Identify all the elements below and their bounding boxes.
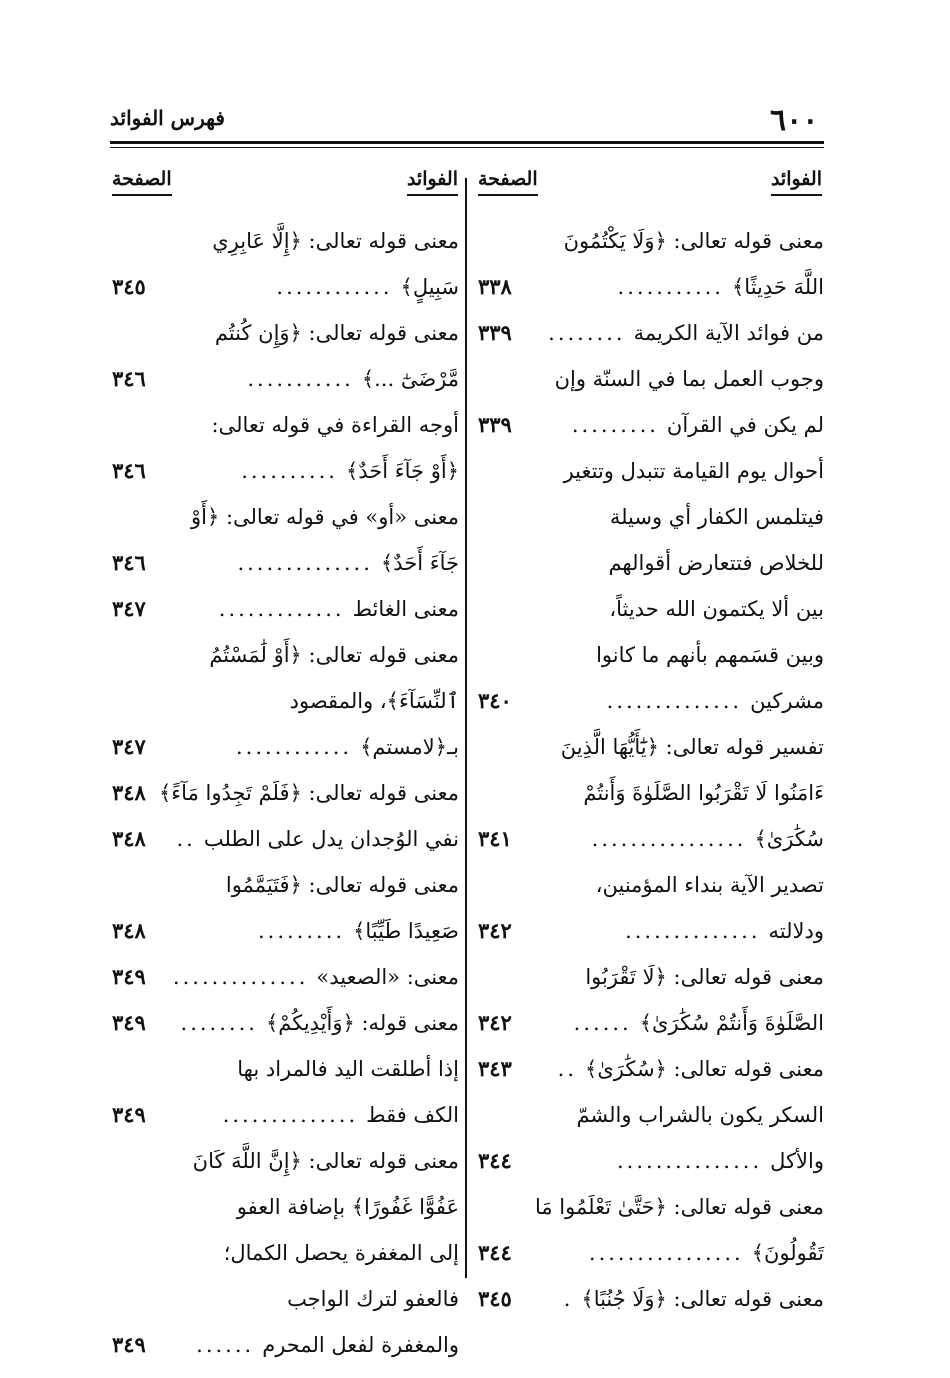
entry-text: بين ألا يكتمون الله حديثاً، [609,597,824,621]
index-entry-line [112,1138,459,1184]
leader-dots: ......... [571,413,659,437]
entry-page-number: ٣٤٩ [112,1010,146,1035]
leader-dots: .............. [606,689,743,713]
index-entry-line [478,310,824,356]
index-entry-line [478,586,824,632]
leader-dots: ...... [573,1011,632,1035]
leader-dots: ............ [276,275,393,299]
index-entry-line [478,770,824,816]
index-entry-line [478,540,824,586]
leader-dots: .. [176,827,196,851]
index-entry-line [112,1276,459,1322]
leader-dots: ................ [591,827,747,851]
entry-text: عَفُوًّا غَفُورًا﴾ بإضافة العفو [236,1195,459,1219]
index-entry-line [478,1000,824,1046]
entry-text: للخلاص فتتعارض أقوالهم [608,551,824,575]
entry-page-number: ٣٤٢ [478,1010,512,1035]
leader-dots: .......... [241,459,338,483]
entry-page-number: ٣٤٥ [112,274,146,299]
entry-text: أحوال يوم القيامة تتبدل وتتغير [563,459,824,483]
index-entry-line [112,816,459,862]
entry-text: بـ﴿لامستم﴾ [360,735,459,759]
page-number: ٦٠٠ [770,103,819,138]
index-entry-line [112,632,459,678]
index-entry-line [112,862,459,908]
entry-page-number: ٣٤٩ [112,964,146,989]
index-entry-line [112,586,459,632]
leader-dots: ................ [588,1241,744,1265]
entry-text: لم يكن في القرآن [666,413,824,437]
index-entry-line [478,954,824,1000]
entry-text: معنى قوله تعالى: ﴿أَوْ لَٰمَسْتُمُ [209,643,459,667]
entry-text: والمغفرة لفعل المحرم [262,1333,459,1357]
index-entry-line [112,678,459,724]
entry-text: معنى قوله تعالى: ﴿وَإِن كُنتُم [214,321,459,345]
leader-dots: .............. [237,551,373,575]
entry-text: جَآءَ أَحَدٌ﴾ [380,551,459,575]
leader-dots: .............. [172,965,309,989]
entry-text: نفي الوُجدان يدل على الطلب [203,827,459,851]
entry-page-number: ٣٤٦ [112,366,146,391]
index-entry-line [112,264,459,310]
index-entry-line [478,448,824,494]
index-entry-line [112,1046,459,1092]
entry-text: وجوب العمل بما في السنّة وإن [554,367,824,391]
leader-dots: ............. [218,597,345,621]
leader-dots: ......... [257,919,346,943]
index-entry-line [478,862,824,908]
entry-page-number: ٣٤٩ [112,1102,146,1127]
index-entry-line [112,1230,459,1276]
index-entry-line [112,770,459,816]
entry-text: الكف فقط [366,1103,459,1127]
entry-text: سُكَٰرَىٰ﴾ [754,827,824,851]
entry-page-number: ٣٤٠ [478,688,512,713]
entry-page-number: ٣٤٨ [112,780,146,805]
leader-dots: ............ [236,735,353,759]
index-entry-line [112,402,459,448]
entry-page-number: ٣٤٣ [478,1056,512,1081]
entry-text: معنى قوله تعالى: ﴿فَلَمْ تَجِدُوا مَآءً﴾ [159,781,459,805]
leader-dots: ...... [196,1333,255,1357]
index-entry-line [478,1138,824,1184]
index-entry-line [478,678,824,724]
entry-text: معنى قوله تعالى: ﴿وَلَا يَكْتُمُونَ [563,229,824,253]
index-entry-line [478,1092,824,1138]
right-column-heading-topic: الفوائد [771,168,822,196]
entry-text: مشركين [750,689,824,713]
index-entry-line [478,1230,824,1276]
index-entry-line [112,356,459,402]
entry-text: سَبِيلٍ﴾ [400,275,459,299]
leader-dots: .. [557,1057,578,1081]
entry-page-number: ٣٤٨ [112,826,146,851]
index-entry-line [112,448,459,494]
entry-text: معنى قوله تعالى: ﴿وَلَا جُنُبًا﴾ [581,1287,824,1311]
index-entry-line [478,908,824,954]
running-title: فهرس الفوائد [110,106,225,130]
entry-text: معنى «أو» في قوله تعالى: ﴿أَوْ [191,505,459,529]
entry-text: ودلالته [768,919,824,943]
entry-page-number: ٣٤٧ [112,734,146,759]
entry-page-number: ٣٤٦ [112,550,146,575]
index-entry-line [478,632,824,678]
entry-text: فيتلمس الكفار أي وسيلة [609,505,824,529]
index-entry-line [478,402,824,448]
index-entry-line [112,954,459,1000]
leader-dots: ........ [548,321,626,345]
right-column-heading-page: الصفحة [478,168,538,196]
index-entry-line [112,1184,459,1230]
index-entry-line [478,494,824,540]
leader-dots: .............. [625,919,761,943]
entry-text: تَقُولُونَ﴾ [751,1241,824,1265]
index-entry-line [112,540,459,586]
entry-text: السكر يكون بالشراب والشمّ [576,1103,824,1127]
entry-page-number: ٣٣٨ [478,274,512,299]
entry-text: الصَّلَوٰةَ وَأَنتُمْ سُكَٰرَىٰ﴾ [639,1011,824,1035]
entry-page-number: ٣٤١ [478,826,512,851]
index-entry-line [112,1092,459,1138]
leader-dots: ........... [247,367,354,391]
entry-text: معنى قوله تعالى: ﴿إِنَّ اللَّهَ كَانَ [192,1149,459,1173]
entry-text: معنى الغائط [352,597,459,621]
entry-page-number: ٣٤٨ [112,918,146,943]
entry-text: معنى قوله: ﴿وَأَيْدِيكُمْ﴾ [265,1011,459,1035]
entry-text: معنى قوله تعالى: ﴿سُكَٰرَىٰ﴾ [585,1057,824,1081]
header-rule-thick [110,141,824,144]
entry-text: اللَّهَ حَدِيثًا﴾ [731,275,824,299]
entry-text: ﴿أَوْ جَآءَ أَحَدٌ﴾ [345,459,459,483]
entry-page-number: ٣٤٦ [112,458,146,483]
leader-dots: ........... [617,275,724,299]
entry-text: وبين قسَمهم بأنهم ما كانوا [596,643,824,667]
leader-dots: ........ [180,1011,258,1035]
entry-text: والأكل [770,1149,824,1173]
index-entry-line [478,1184,824,1230]
entry-text: إذا أطلقت اليد فالمراد بها [237,1057,459,1081]
left-column [112,218,459,1368]
index-entry-line [112,310,459,356]
index-entry-line [112,218,459,264]
entry-text: معنى قوله تعالى: ﴿لَا تَقْرَبُوا [585,965,824,989]
index-entry-line [478,264,824,310]
entry-page-number: ٣٣٩ [478,320,512,345]
entry-text: إلى المغفرة يحصل الكمال؛ [223,1241,459,1265]
entry-text: ءَامَنُوا لَا تَقْرَبُوا الصَّلَوٰةَ وَأَنتُمْ [583,781,824,805]
leader-dots: .............. [222,1103,359,1127]
index-entry-line [112,1000,459,1046]
entry-page-number: ٣٤٢ [478,918,512,943]
column-divider [465,178,467,1278]
left-column-heading-topic: الفوائد [407,168,458,196]
index-entry-line [478,218,824,264]
entry-text: معنى قوله تعالى: ﴿إِلَّا عَابِرِي [212,229,459,253]
index-entry-line [112,724,459,770]
entry-page-number: ٣٤٧ [112,596,146,621]
index-entry-line [478,724,824,770]
entry-text: صَعِيدًا طَيِّبًا﴾ [353,919,459,943]
index-entry-line [478,816,824,862]
right-column [478,218,824,1322]
index-entry-line [478,1276,824,1322]
index-entry-line [112,908,459,954]
entry-text: تصدير الآية بنداء المؤمنين، [595,873,824,897]
entry-text: معنى قوله تعالى: ﴿حَتَّىٰ تَعْلَمُوا مَا [534,1195,824,1219]
entry-page-number: ٣٤٤ [478,1148,512,1173]
index-entry-line [478,1046,824,1092]
entry-text: معنى قوله تعالى: ﴿فَتَيَمَّمُوا [225,873,459,897]
entry-text: فالعفو لترك الواجب [287,1287,459,1311]
header-rule-thin [110,147,824,148]
entry-text: من فوائد الآية الكريمة [633,321,824,345]
entry-text: معنى: «الصعيد» [316,965,459,989]
entry-text: مَّرْضَىٰٓ ...﴾ [361,367,459,391]
entry-page-number: ٣٤٥ [478,1286,512,1311]
index-entry-line [112,1322,459,1368]
entry-page-number: ٣٣٩ [478,412,512,437]
left-column-heading-page: الصفحة [112,168,172,196]
leader-dots: ............... [617,1149,763,1173]
index-entry-line [112,494,459,540]
entry-page-number: ٣٤٩ [112,1332,146,1357]
entry-text: تفسير قوله تعالى: ﴿يَٰٓأَيُّهَا الَّذِينَ [560,735,824,759]
index-entry-line [478,356,824,402]
entry-text: ٱلنِّسَآءَ﴾، والمقصود [289,689,459,713]
entry-page-number: ٣٤٤ [478,1240,512,1265]
leader-dots: . [563,1287,574,1311]
entry-text: أوجه القراءة في قوله تعالى: [211,413,459,437]
